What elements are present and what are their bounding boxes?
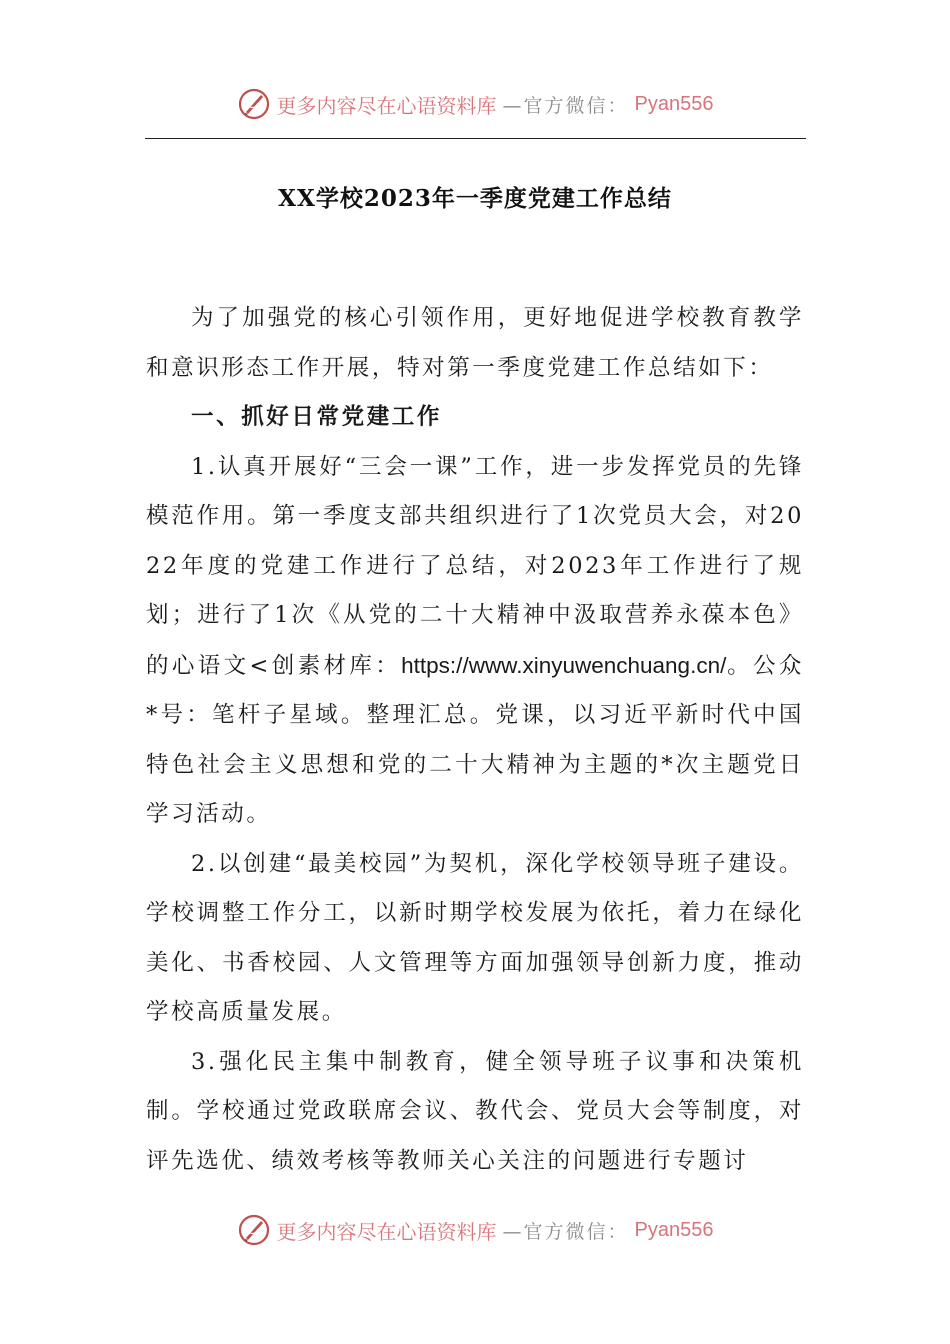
item-2-paragraph: 2.以创建“最美校园”为契机，深化学校领导班子建设。学校调整工作分工，以新时期学校发展为依托，着力在绿化美化、书香校园、人文管理等方面加强领导创新力度，推动学校高质量发展。	[146, 850, 804, 1025]
document-title: XX学校2023年一季度党建工作总结	[278, 185, 672, 212]
item-3-paragraph: 3.强化民主集中制教育，健全领导班子议事和决策机制。学校通过党政联席会议、教代会、党员大会等制度，对评先选优、绩效考核等教师关心关注的问题进行专题讨	[146, 1048, 804, 1174]
item-1-text-before-url: 1.认真开展好“三会一课”工作，进一步发挥党员的先锋模范作用。第一季度支部共组织进行了1次党员大会，对2022年度的党建工作进行了总结，对2023年工作进行了规划；进行了1次《从党的二十大精神中汲取营养永葆本色》的心语文<创素材库：	[146, 453, 804, 679]
intro-paragraph: 为了加强党的核心引领作用，更好地促进学校教育教学和意识形态工作开展，特对第一季度党建工作总结如下：	[146, 305, 804, 381]
header-watermark	[0, 84, 950, 124]
header-divider	[145, 138, 806, 139]
quill-pen-logo-icon	[237, 87, 271, 121]
quill-pen-logo-icon	[237, 1213, 271, 1247]
watermark-wechat-id: Pyan556	[634, 1218, 714, 1241]
item-1-paragraph	[146, 443, 804, 840]
item-1-url: https://www.xinyuwenchuang.cn/	[401, 652, 727, 678]
item-1-text-after-url: 。公众*号：笔杆子星域。整理汇总。党课，以习近平新时代中国特色社会主义思想和党的二十大精神为主题的*次主题党日学习活动。	[146, 652, 804, 827]
section-heading: 一、抓好日常党建工作	[191, 404, 443, 430]
footer-watermark	[0, 1210, 950, 1250]
watermark-wechat-id: Pyan556	[634, 92, 714, 115]
watermark-separator: —官方微信：	[502, 1220, 629, 1243]
watermark-separator: —官方微信：	[502, 94, 629, 117]
document-body	[146, 294, 804, 1186]
watermark-text: 更多内容尽在心语资料库	[276, 1219, 497, 1244]
watermark-text: 更多内容尽在心语资料库	[276, 93, 497, 118]
